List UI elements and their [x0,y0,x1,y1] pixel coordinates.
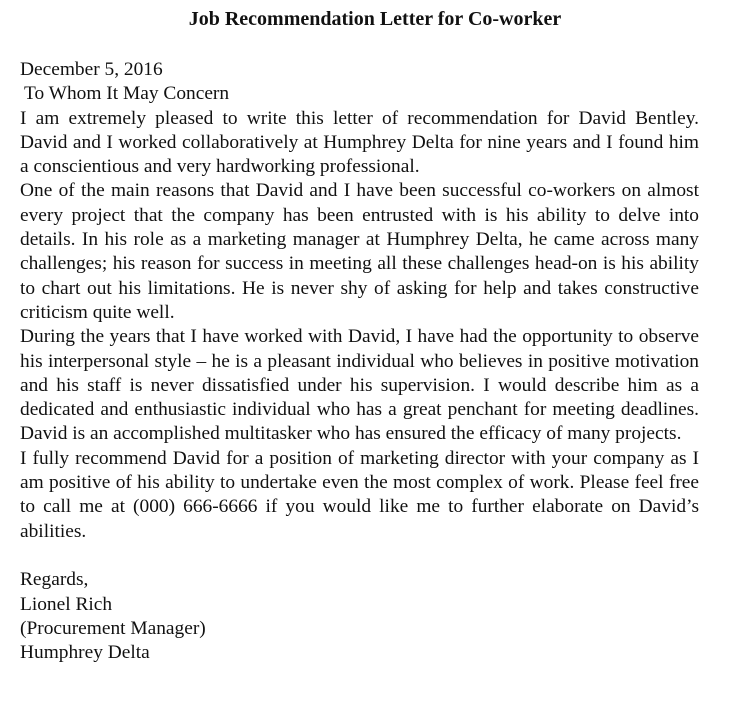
letter-paragraph-4: I fully recommend David for a position of marketing director with your company as I am positive of his ability to undertake even the most complex of work. Please feel free to call me at (000) 666-6666 if you would like me to further elaborate on David’s abilities. [20,447,699,542]
letter-salutation: To Whom It May Concern [24,83,230,105]
letter-body [20,58,699,665]
letter-paragraph-2: One of the main reasons that David and I have been successful co-workers on almost every project that the company has been entrusted with is his ability to delve into details. In his role as a marketing manager at Humphrey Delta, he came across many challenges; his reason for success in meeting all these challenges head-on is his ability to chart out his limitations. He is never shy of asking for help and takes constructive criticism quite well. [20,180,699,323]
signer-title: (Procurement Manager) [20,617,206,639]
signer-name: Lionel Rich [20,593,113,615]
closing: Regards, [20,569,89,591]
page-title: Job Recommendation Letter for Co-worker [188,8,562,30]
letter-paragraph-1: I am extremely pleased to write this letter of recommendation for David Bentley. David and I worked collaboratively at Humphrey Delta for nine years and I found him a conscientious and very hardworking professional. [20,107,699,178]
signature-block [20,568,699,665]
letter-paragraph-3: During the years that I have worked with David, I have had the opportunity to observe his interpersonal style – he is a pleasant individual who believes in positive motivation and his staff is never dissatisfied under his supervision. I would describe him as a dedicated and enthusiastic individual who has a great penchant for meeting deadlines. David is an accomplished multitasker who has ensured the efficacy of many projects. [20,326,699,445]
letter-date: December 5, 2016 [20,59,163,80]
signer-company: Humphrey Delta [20,642,150,664]
